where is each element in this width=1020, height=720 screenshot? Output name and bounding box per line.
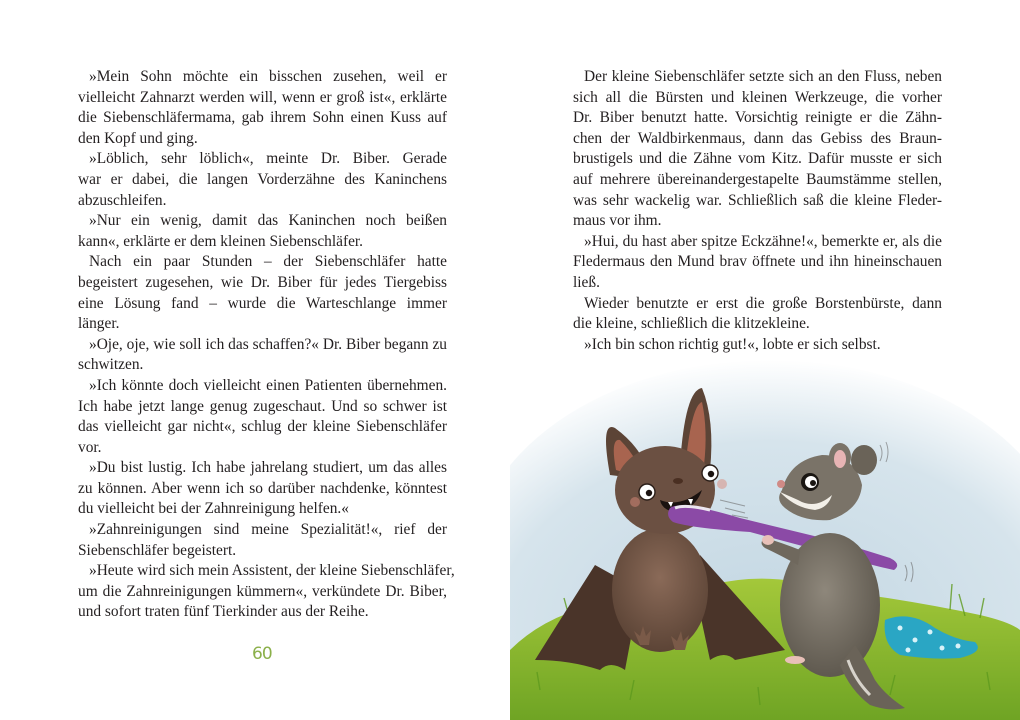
text-line: »Nur ein wenig, damit das Kaninchen noch beißen	[89, 212, 447, 230]
right-page-text	[573, 67, 942, 355]
paragraph	[573, 67, 942, 232]
text-line: den Kopf und ging.	[78, 129, 198, 147]
text-line: Dr. Biber benutzt hatte. Vorsichtig reinigte er die Zähn-	[573, 109, 942, 127]
text-line: begeistert zugesehen, wie Dr. Biber für jedes Tiergebiss	[78, 273, 447, 291]
text-line: Der kleine Siebenschläfer setzte sich an den Fluss, neben	[584, 68, 942, 85]
paragraph	[78, 252, 447, 334]
right-page	[510, 0, 1020, 720]
text-line: brustigels und die Zähne vom Kitz. Dafür musste er sich	[573, 150, 942, 168]
text-line: »Oje, oje, wie soll ich das schaffen?« Dr. Biber begann zu	[89, 335, 447, 353]
text-line: um die Zahnreinigungen kümmern«, verkündete Dr. Biber,	[78, 582, 447, 600]
text-line: chen der Waldbirkenmaus, dann das Gebiss des Braun-	[573, 129, 942, 147]
text-line: eine Lösung fand – wurde die Warteschlange immer	[78, 294, 447, 312]
paragraph	[573, 232, 942, 294]
text-line: »Mein Sohn möchte ein bisschen zusehen, weil er	[89, 68, 447, 85]
text-line: was sehr wackelig war. Schließlich saß die kleine Fleder-	[573, 191, 942, 209]
text-line: die kleine, schließlich die klitzekleine.	[573, 315, 810, 333]
paragraph	[573, 335, 942, 356]
text-line: schwitzen.	[78, 356, 144, 374]
text-line: Ich habe jetzt lange genug zugeschaut. Und so schwer ist	[78, 397, 447, 415]
paragraph	[78, 211, 447, 252]
text-line: »Heute wird sich mein Assistent, der kleine Siebenschläfer,	[89, 562, 455, 580]
text-line: vor.	[78, 438, 102, 456]
text-line: war er dabei, die langen Vorderzähne des Kaninchens	[78, 170, 447, 188]
text-line: vielleicht Zahnarzt werden will, wenn er groß ist«, erklärte	[78, 88, 447, 106]
dormouse-foot	[785, 656, 805, 664]
bat-nose	[673, 478, 683, 484]
text-line: länger.	[78, 315, 120, 333]
dormouse-right-ear	[851, 445, 877, 475]
dormouse-nose	[777, 480, 785, 488]
paragraph	[78, 149, 447, 211]
left-page-text	[78, 67, 455, 623]
text-line: Fledermaus den Mund brav öffnete und ihn hineinschauen	[573, 253, 942, 271]
text-line: abzuschleifen.	[78, 191, 167, 209]
paragraph	[78, 520, 447, 561]
paragraph	[78, 458, 447, 520]
text-line: »Ich bin schon richtig gut!«, lobte er sich selbst.	[584, 335, 881, 353]
paragraph	[78, 67, 447, 149]
paragraph	[78, 561, 455, 623]
text-line: »Du bist lustig. Ich habe jahrelang studiert, um das alles	[89, 459, 447, 477]
text-line: das vielleicht gar nicht«, schlug der kleine Siebenschläfer	[78, 418, 447, 436]
text-line: Wieder benutzte er erst die große Borstenbürste, dann	[584, 294, 942, 312]
text-line: »Hui, du hast aber spitze Eckzähne!«, bemerkte er, als die	[584, 232, 942, 250]
paragraph	[78, 376, 447, 458]
text-line: »Ich könnte doch vielleicht einen Patienten übernehmen.	[89, 376, 447, 394]
paragraph	[573, 294, 942, 335]
text-line: Nach ein paar Stunden – der Siebenschläfer hatte	[89, 253, 447, 271]
text-line: auf mehrere übereinandergestapelte Baumstämme stellen,	[573, 170, 942, 188]
text-line: Siebenschläfer begeistert.	[78, 541, 237, 559]
dormouse-hand	[762, 535, 774, 545]
text-line: »Zahnreinigungen sind meine Spezialität!«, rief der	[89, 521, 447, 539]
illustration-art	[510, 360, 1020, 720]
text-line: ließ.	[573, 273, 600, 291]
text-line: sich all die Bürsten und kleinen Werkzeuge, die vorher	[573, 88, 942, 106]
text-line: kann«, erklärte er dem kleinen Siebenschläfer.	[78, 232, 364, 250]
text-line: zu können. Aber wenn ich so darüber nachdenke, könntest	[78, 479, 447, 497]
text-line: »Löblich, sehr löblich«, meinte Dr. Biber. Gerade	[89, 150, 447, 168]
text-line: die Siebenschläfermama, gab ihrem Sohn einen Kuss auf	[78, 109, 447, 127]
paragraph	[78, 335, 447, 376]
bat-body	[612, 528, 708, 652]
text-line: du vielleicht bei der Zahnreinigung helfen.«	[78, 500, 349, 518]
text-line: maus vor ihm.	[573, 212, 662, 230]
illustration-bat-and-dormouse	[510, 360, 1020, 720]
page-number: 60	[252, 644, 272, 664]
text-line: und sofort traten fünf Tierkinder aus der Reihe.	[78, 603, 369, 621]
